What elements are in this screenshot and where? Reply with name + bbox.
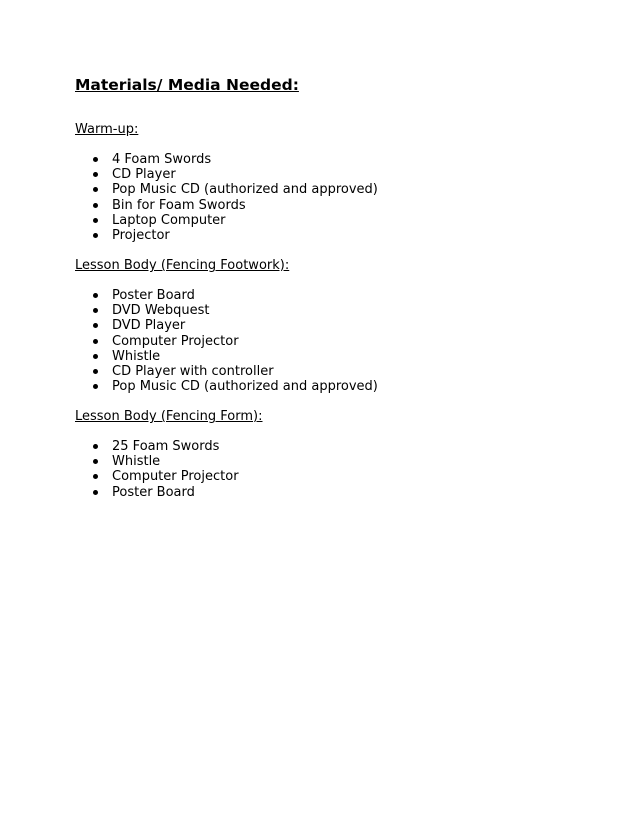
list-item-text: 25 Foam Swords (112, 439, 220, 454)
list-item-text: Computer Projector (112, 469, 239, 485)
list-item-text: Poster Board (112, 288, 195, 303)
list-item-text: CD Player (112, 167, 176, 183)
section-heading-warm-up: Warm-up: (75, 122, 139, 137)
bullet-icon (93, 369, 98, 374)
bullet-icon (93, 490, 98, 495)
section-heading-fencing-footwork: Lesson Body (Fencing Footwork): (75, 258, 290, 273)
bullet-icon (93, 308, 98, 313)
bullet-icon (93, 293, 98, 298)
bullet-icon (93, 203, 98, 208)
bullet-icon (93, 444, 98, 449)
list-item-text: DVD Player (112, 318, 186, 334)
bullet-icon (93, 157, 98, 162)
bullet-icon (93, 354, 98, 359)
bullet-icon (93, 172, 98, 177)
bullet-icon (93, 384, 98, 389)
list-item-text: Laptop Computer (112, 212, 226, 228)
bullet-icon (93, 474, 98, 479)
list-item-text: Whistle (112, 454, 161, 470)
list-item-text: Computer Projector (112, 333, 239, 349)
list-item-text: Bin for Foam Swords (112, 197, 246, 213)
bullet-icon (93, 339, 98, 344)
list-item-text: Whistle (112, 348, 161, 364)
bullet-icon (93, 218, 98, 223)
bullet-icon (93, 459, 98, 464)
list-item-text: 4 Foam Swords (112, 152, 212, 167)
section-heading-fencing-form: Lesson Body (Fencing Form): (75, 409, 263, 424)
bullet-icon (93, 187, 98, 192)
bullet-icon (93, 323, 98, 328)
list-item-text: Poster Board (112, 484, 195, 500)
list-item-text: Projector (112, 227, 170, 243)
bullet-icon (93, 233, 98, 238)
document-title: Materials/ Media Needed: (75, 76, 299, 94)
list-item-text: DVD Webquest (112, 303, 210, 319)
list-item-text: CD Player with controller (112, 363, 274, 379)
list-item-text: Pop Music CD (authorized and approved) (112, 379, 378, 395)
list-item-text: Pop Music CD (authorized and approved) (112, 182, 378, 198)
